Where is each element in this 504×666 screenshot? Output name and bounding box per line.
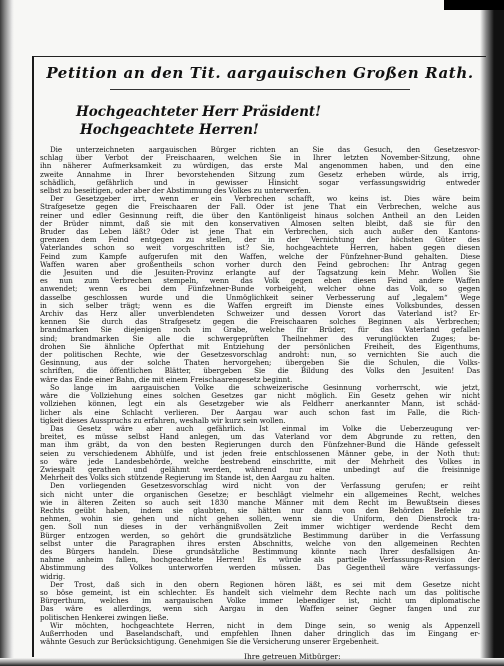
- scan-top-corner-shadow: [444, 0, 504, 10]
- text-line: Der Gesetzgeber irrt, wenn er ein Verbrechen schafft, wo keins ist. Dies wäre beim: [50, 195, 480, 204]
- text-line: selbst unter die Paragraphen ihres ersten Abschnitts, welche von den allgemeinen Rechten: [40, 539, 480, 548]
- paragraph: [40, 622, 480, 647]
- text-line: Feind zum Kampfe aufgerufen mit den Waffen, welche der Fünfzehner-Bund gehalten. Diese: [40, 252, 480, 261]
- text-line: anwendet; wenn es bei dem Fünfzehner-Bunde vorbeigeht, welcher ohne das Volk, so gegen: [40, 285, 480, 294]
- text-line: kennen Sie durch das Strafgesetz gegen die Freischaaren solches Beginnen als Verbrechen;: [40, 318, 480, 327]
- text-line: drohen Sie ähnliche Opferthat mit Entziehung der persönlichen Freiheit, des Eigenthums,: [40, 342, 480, 351]
- text-line: Der Trost, daß sich in den obern Regionen hören läßt, es sei mit dem Gesetze nicht: [50, 580, 480, 589]
- text-line: seien zu verschiedenem Abhülfe, und ist jeden freie entschlossenen Männer gebe, in der Noth thut:: [40, 449, 480, 458]
- text-line: Außerrhoden und Baselandschaft, und empfehlen Ihnen daher dringlich das im Eingang er-: [40, 629, 480, 638]
- petition-body: [40, 146, 480, 646]
- text-line: Das wäre es allerdings, wenn sich Aargau in den Waffen seiner Gegner fangen und zur: [40, 605, 480, 614]
- text-line: Die unterzeichneten aargauischen Bürger richten an Sie das Gesuch, den Gesetzesvor-: [50, 146, 480, 154]
- text-line: man ihm gräbt, da von den besten Regierungen durch den Fünfzehner-Bund die Hände gefesselt: [40, 441, 480, 450]
- paragraph: [40, 146, 480, 195]
- text-line: widrig.: [40, 572, 66, 581]
- paragraph: [40, 384, 480, 425]
- text-line: der politischen Rechte, wie der Gesetzesvorschlag androht: nun, so vernichten Sie auch die: [40, 351, 480, 360]
- text-line: Mehrheit des Volks sich stützende Regierung im Stande ist, den Aargau zu halten.: [40, 474, 335, 483]
- text-line: Vaterlandes schon so weit vorgeschritten ist? Sie, hochgeachtete Herren, haben gegen diesen: [40, 244, 480, 253]
- text-line: Zwiespalt gerathen und gelähmt werden, während nur eine unbedingt auf die freisinnige: [40, 465, 480, 474]
- text-line: schlag über Verbot der Freischaaren, welchen Sie in Ihrer letzten November-Sitzung, ohne: [40, 154, 480, 163]
- text-line: wäre das Ende einer Bahn, die mit einem Freischaarengesetz beginnt.: [40, 375, 293, 384]
- salutation-president: Hochgeachteter Herr Präsident!: [76, 104, 322, 120]
- text-line: tigkeit dieses Ausspruchs zu erfahren, weshalb wir kurz sein wollen.: [40, 416, 286, 425]
- text-line: sind; brandmarken Sie alle die schwergeprüften Theilnehmer des verunglückten Zuges; be-: [40, 334, 480, 343]
- text-line: nehmen, wohin sie gehen und nicht gehen sollen, wenn sie die Uniform, den Dienstrock tra-: [40, 515, 480, 524]
- text-line: Strafgesetze gegen die Freischaaren der Fall. Oder ist jene That ein Verbrechen, welche aus: [40, 203, 480, 212]
- text-line: Den vorliegenden Gesetzesvorschlag wird nicht von der Verfassung gerufen; er reiht: [50, 482, 480, 491]
- paragraph: [40, 195, 480, 384]
- text-line: so wäre jede Landesbehörde, welche bestrebend einschritte, mit der Mehrheit des Volkes in: [40, 457, 480, 466]
- text-line: es nun zum Verbrechen stempeln, wenn das Volk gegen eben diesen Feind andere Waffen: [40, 277, 480, 286]
- text-line: nahme anheim fallen, hochgeachtete Herren! Es würde als partielle Verfassungs-Revision der: [40, 556, 480, 565]
- text-line: wäre die Vollziehung eines solchen Gesetzes gar nicht möglich. Ein Gesetz gehen wir nicht: [40, 392, 480, 401]
- text-line: der Brüder nimmt, daß sie mit den konservativen Almosen selten bleibt, daß sie für den: [40, 219, 480, 228]
- text-line: Bruder das Leben läßt? Oder ist jene That ein Verbrechen, sich auch außer den Kantons-: [40, 228, 480, 237]
- text-line: gen. Soll nun dieses in der verhängnißvollen Zeit immer wichtiger werdende Recht dem: [40, 523, 480, 532]
- text-line: dasselbe geschlossen wurde und die Unmöglichkeit seiner Verbesserung auf „legalem“ Wege: [40, 293, 480, 302]
- text-line: grenzen dem Feind entgegen zu stellen, der in der Vernichtung der höchsten Güter des: [40, 236, 480, 245]
- scan-left-edge-shadow: [0, 0, 14, 666]
- text-line: wähnte Gesuch zur Berücksichtigung. Genehmigen Sie die Versicherung unserer Ergebenheit.: [40, 638, 379, 647]
- text-line: ihn näherer Aufmerksamkeit zu würdigen, das erste Mal angenommen haben, und den eine: [40, 162, 480, 171]
- text-line: Das Gesetz wäre aber auch gefährlich. Ist einmal im Volke die Ueberzeugung ver-: [50, 424, 480, 433]
- document-page: [40, 64, 480, 660]
- title-rule: [110, 89, 410, 90]
- text-line: Bürger entzogen werden, so gehört die grundsätzliche Bestimmung darüber in die Verfassung: [40, 531, 480, 540]
- closing-signature-line: Ihre getreuen Mitbürger:: [244, 652, 341, 661]
- text-line: So lange im aargauischen Volke die schweizerische Gesinnung vorherrscht, wie jetzt,: [50, 383, 480, 392]
- text-line: Waffen waren aber großentheils schon vorher durch den Feind gebrochen: Ihr Antrag gegen: [40, 260, 480, 269]
- text-line: reiner und edler Gesinnung reift, die über den Kantönligeist hinaus solchen Antheil an den Leiden: [40, 211, 480, 220]
- text-line: Gesinnung, aus der solche Thaten hervorgehen; übergeben Sie die Schulen, die Volks-: [40, 359, 480, 368]
- text-line: des Bürgers handeln. Diese grundsätzliche Bestimmung könnte nach Ihrer desfallsigen An-: [40, 547, 480, 556]
- salutation-gentlemen: Hochgeachtete Herren!: [80, 122, 259, 138]
- text-line: schädlich, gefährlich und in gewisser Hinsicht sogar verfassungswidrig entweder: [40, 178, 480, 187]
- text-line: die Jesuiten und die Jesuiten-Provinz erlangte auf der Tagsatzung kein Mehr. Wollen Sie: [40, 269, 480, 278]
- document-title: Petition an den Tit. aargauischen Großen Rath.: [46, 64, 474, 82]
- text-line: sich nicht unter die organischen Gesetze; er beschlägt vielmehr ein allgemeines Recht, welches: [40, 490, 480, 499]
- text-line: in sich selber trägt; wenn es die Waffen ergreift im Dienste eines Volksbundes, dessen: [40, 301, 480, 310]
- text-line: zweite Annahme in Ihrer bevorstehenden Sitzung zum Gesetz erheben würde, als irrig,: [40, 170, 480, 179]
- text-line: Abstimmung des Volkes unterworfen werden müssen. Das Gegentheil wäre verfassungs-: [40, 564, 480, 573]
- text-line: Bürgerthum, welches im aargauischen Volke immer lebendiger ist, nicht um diplomatische: [40, 597, 480, 606]
- text-line: politischen Henkerei zwingen ließe.: [40, 613, 169, 622]
- paragraph: [40, 581, 480, 622]
- text-line: selbst zu beseitigen, oder aber der Abstimmung des Volkes zu unterwerfen.: [40, 187, 311, 196]
- paragraph: [40, 482, 480, 580]
- text-line: Wir möchten, hochgeachtete Herren, nicht in dem Dinge sein, so wenig als Appenzell: [50, 621, 480, 630]
- text-line: wie in älteren Zeiten so auch seit 1830 manche Männer mit dem Recht im Bewußtsein dieses: [40, 498, 480, 507]
- text-line: breitet, es müsse selbst Hand anlegen, um das Vaterland vor dem Abgrunde zu retten, den: [40, 433, 480, 442]
- paragraph: [40, 425, 480, 482]
- text-line: brandmarken Sie diejenigen noch im Grabe, welche für Brüder, für das Vaterland gefallen: [40, 326, 480, 335]
- text-line: Rechts geübt haben, indem sie glaubten, sie hätten nur dann von den Behörden Befehle zu: [40, 506, 480, 515]
- text-line: vollziehen können, legt ein als Gesetzgeber wie als Feldherr anerkannter Mann, ist schäd-: [40, 400, 480, 409]
- text-line: Archiv das Herz aller unverblendeten Schweizer und dessen Vorort das Vaterland ist? Er-: [40, 310, 480, 319]
- text-line: so böse gemeint, ist ein schlechter. Es handelt sich vielmehr dem Rechte nach um das politische: [40, 588, 480, 597]
- text-line: licher als eine Schlacht verlieren. Der Aargau war auch schon fast im Falle, die Rich-: [40, 408, 480, 417]
- text-line: schriften, die öffentlichen Blätter, übergeben Sie die Bildung des Volks den Jesuiten! Das: [40, 367, 480, 376]
